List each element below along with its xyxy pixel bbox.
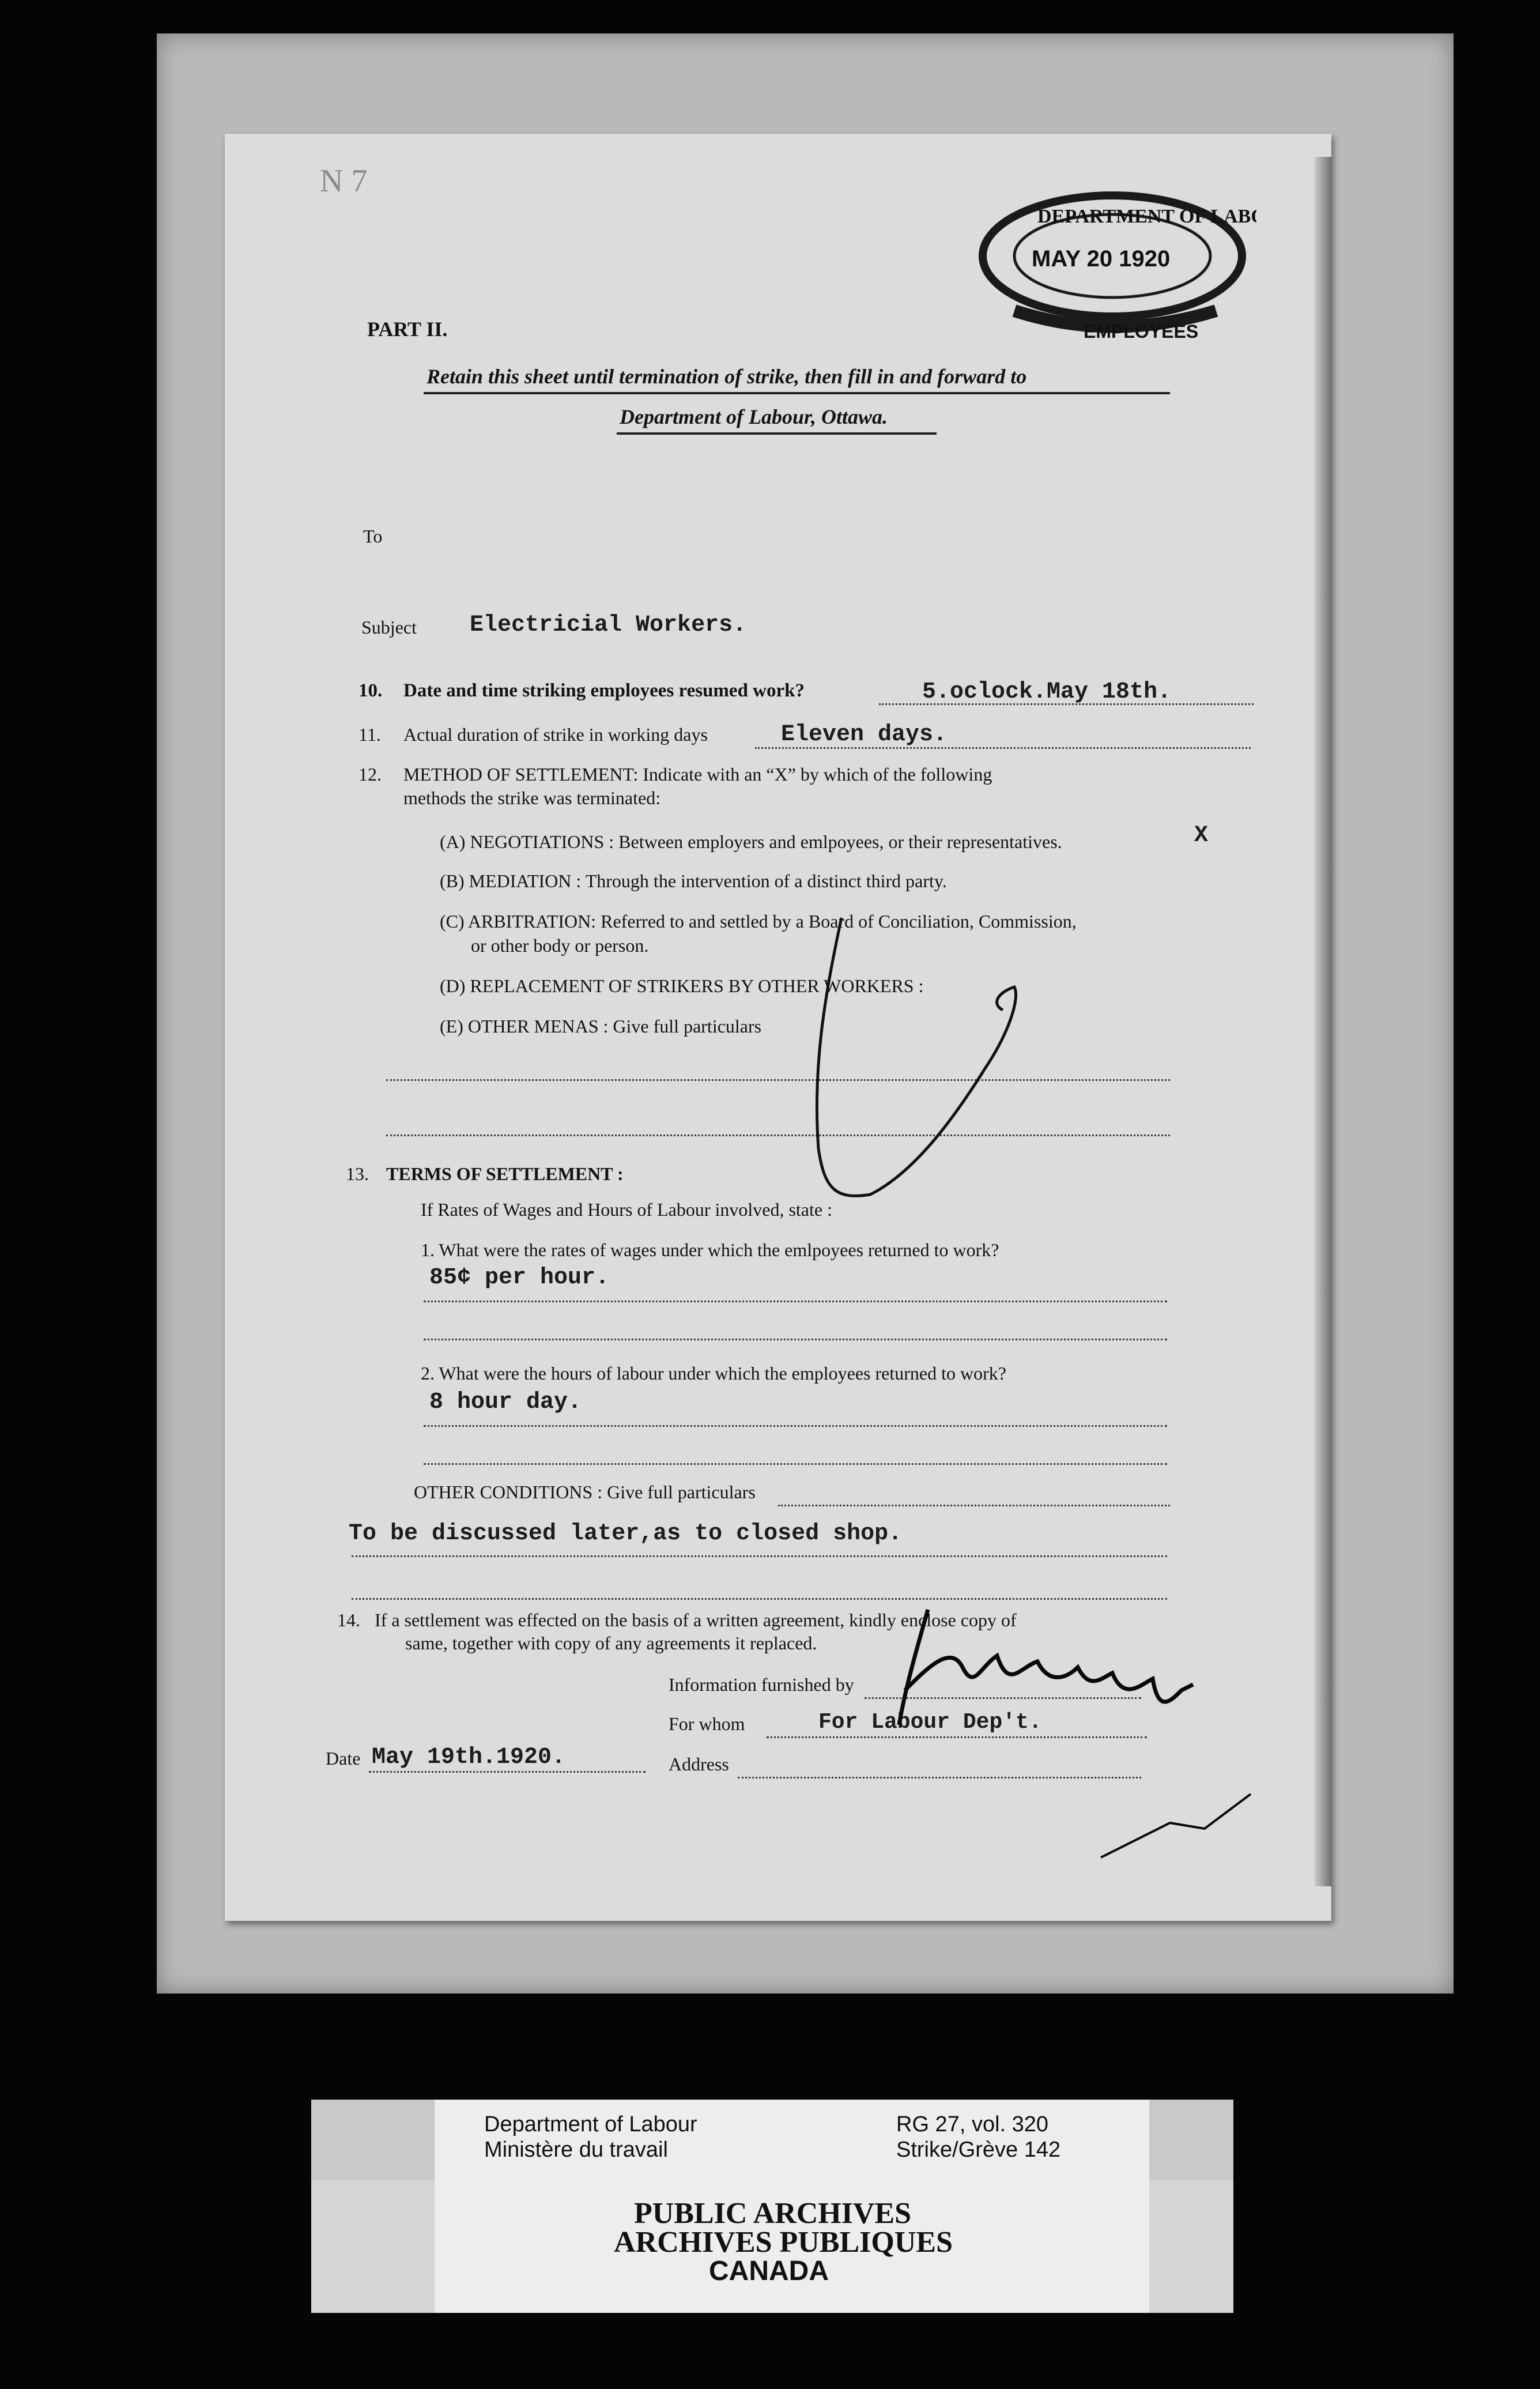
q13-2-value: 8 hour day. — [429, 1389, 582, 1415]
archive-country: CANADA — [709, 2256, 829, 2286]
for-whom-value: For Labour Dep't. — [818, 1710, 1042, 1735]
subject-value: Electricial Workers. — [470, 612, 747, 638]
archive-dept-fr: Ministère du travail — [484, 2138, 668, 2162]
option-e: (E) OTHER MENAS : Give full particulars — [440, 1016, 762, 1037]
stamp-line3: EMPLOYEES — [1084, 321, 1199, 342]
handwriting-marks — [225, 134, 1331, 1921]
q11-value: Eleven days. — [781, 722, 948, 748]
subject-label: Subject — [361, 617, 417, 638]
address-label: Address — [669, 1754, 729, 1774]
other-conditions-label: OTHER CONDITIONS : Give full particulars — [414, 1482, 756, 1502]
information-furnished-label: Information furnished by — [669, 1674, 854, 1695]
q11-text: Actual duration of strike in working days — [403, 724, 708, 745]
option-c-line2: or other body or person. — [471, 935, 649, 956]
instruction-line1: Retain this sheet until termination of strike, then fill in and forward to — [426, 365, 1027, 388]
option-a: (A) NEGOTIATIONS : Between employers and emlpoyees, or their representatives. — [440, 831, 1062, 852]
date-label: Date — [326, 1748, 361, 1769]
q10-value: 5.oclock.May 18th. — [922, 679, 1172, 705]
pencil-bracket — [817, 918, 1016, 1196]
option-b: (B) MEDIATION : Through the intervention of a distinct third party. — [440, 871, 947, 891]
margin-mark: N 7 — [320, 163, 368, 199]
part-heading: PART II. — [367, 318, 448, 341]
q13-1-text: 1. What were the rates of wages under which the emlpoyees returned to work? — [421, 1239, 999, 1260]
q13-number: 13. — [346, 1163, 369, 1184]
archive-name-fr: ARCHIVES PUBLIQUES — [614, 2226, 953, 2259]
q13-text: TERMS OF SETTLEMENT : — [386, 1163, 624, 1184]
q14-number: 14. — [337, 1610, 360, 1630]
stamp-line1: DEPARTMENT OF LABOR — [1037, 206, 1256, 227]
date-value: May 19th.1920. — [372, 1744, 566, 1770]
option-c-line1: (C) ARBITRATION: Referred to and settled by a Board of Conciliation, Commission, — [440, 911, 1077, 932]
archive-name-en: PUBLIC ARCHIVES — [634, 2197, 912, 2230]
signature — [899, 1610, 1193, 1725]
q14-line2: same, together with copy of any agreements it replaced. — [405, 1633, 817, 1653]
option-d: (D) REPLACEMENT OF STRIKERS BY OTHER WORKERS : — [440, 975, 924, 996]
q13-subheading: If Rates of Wages and Hours of Labour involved, state : — [421, 1199, 832, 1220]
strike-report-form — [225, 134, 1331, 1921]
archive-dept-en: Department of Labour — [484, 2112, 697, 2136]
archive-ref2: Strike/Grève 142 — [896, 2138, 1061, 2162]
other-conditions-value: To be discussed later,as to closed shop. — [349, 1521, 903, 1547]
q10-text: Date and time striking employees resumed work? — [403, 680, 805, 701]
q14-line1: If a settlement was effected on the basis of a written agreement, kindly enclose copy of — [375, 1610, 1017, 1630]
to-label: To — [363, 526, 383, 547]
q13-1-value: 85¢ per hour. — [429, 1265, 610, 1291]
signature-flourish — [1101, 1794, 1251, 1857]
q13-2-text: 2. What were the hours of labour under which the employees returned to work? — [421, 1363, 1006, 1384]
instruction-line2: Department of Labour, Ottawa. — [620, 405, 888, 428]
q12-text-line1: METHOD OF SETTLEMENT: Indicate with an “X” by which of the following — [403, 764, 992, 785]
archive-ref1: RG 27, vol. 320 — [896, 2112, 1049, 2136]
q12-number: 12. — [358, 764, 382, 785]
q10-number: 10. — [358, 680, 383, 701]
q11-number: 11. — [358, 724, 381, 745]
option-a-mark: X — [1194, 823, 1209, 849]
archive-label — [311, 2100, 1233, 2313]
for-whom-label: For whom — [669, 1713, 745, 1734]
q12-text-line2: methods the strike was terminated: — [403, 787, 661, 808]
stamp-date: MAY 20 1920 — [1032, 246, 1171, 272]
